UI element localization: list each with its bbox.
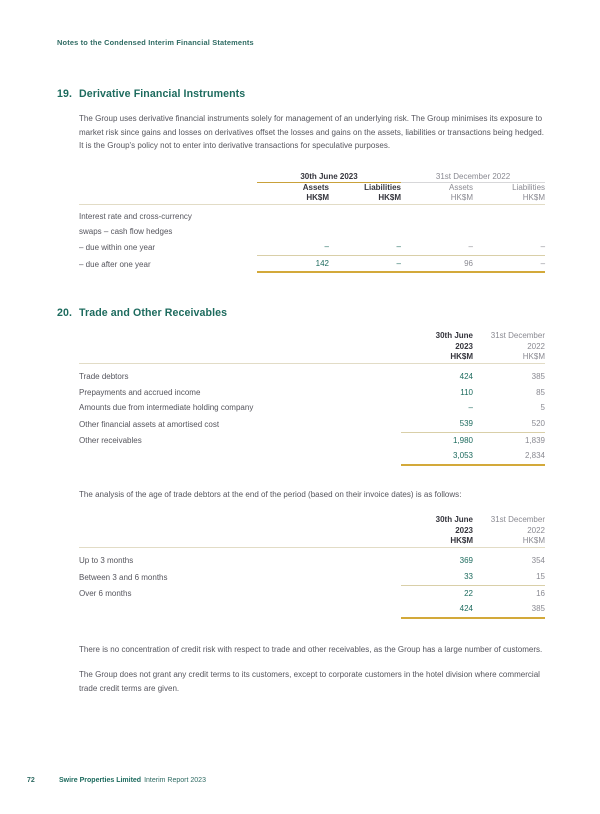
col-header-line2: HK$M xyxy=(450,193,473,203)
note-20-number: 20. xyxy=(57,307,73,320)
col-header-line2: HK$M xyxy=(306,193,329,203)
row-value: 520 xyxy=(531,419,545,429)
row-value: 5 xyxy=(540,403,545,413)
row-label: Prepayments and accrued income xyxy=(79,387,201,397)
table-row xyxy=(79,416,545,432)
note-20-intro-paragraph: The analysis of the age of trade debtors at the end of the period (based on their invoice dates) is as follows: xyxy=(79,489,462,499)
section-label-line1: Interest rate and cross-currency xyxy=(79,212,192,222)
table-row xyxy=(79,255,545,272)
running-header: Notes to the Condensed Interim Financial Statements xyxy=(57,38,254,47)
footer-company-name: Swire Properties Limited xyxy=(59,777,142,784)
note-20-table1-wrap xyxy=(79,331,545,466)
table-total-row xyxy=(79,601,545,618)
trade-debtors-ageing-table xyxy=(79,515,545,618)
row-value: – xyxy=(473,255,545,272)
table-row xyxy=(79,553,545,569)
row-label: Trade debtors xyxy=(79,372,129,382)
section-label-line2: swaps – cash flow hedges xyxy=(79,226,173,236)
col-header-line2: HK$M xyxy=(378,193,401,203)
total-value: 2,834 xyxy=(473,448,545,465)
table-row xyxy=(79,385,545,401)
note-20-heading xyxy=(57,307,545,319)
total-label xyxy=(79,448,401,465)
group-header-current: 30th June 2023 xyxy=(257,171,401,183)
col-header-liabilities-previous xyxy=(473,182,545,204)
col-header-line2: 2023 xyxy=(455,341,473,351)
row-value: 1,839 xyxy=(473,432,545,448)
col-header-line1: Liabilities xyxy=(364,182,401,192)
row-value: 96 xyxy=(401,255,473,272)
row-value: 385 xyxy=(531,372,545,382)
page-number: 72 xyxy=(27,777,35,784)
row-value: 424 xyxy=(459,372,473,382)
col-header-line1: Assets xyxy=(302,182,329,192)
row-value: 22 xyxy=(401,585,473,601)
col-header-line2: 2023 xyxy=(455,525,473,535)
col-header-line1: 31st December xyxy=(490,515,545,525)
note-19-number: 19. xyxy=(57,88,73,100)
row-value: – xyxy=(396,242,401,252)
total-label xyxy=(79,601,401,618)
row-value: 110 xyxy=(460,387,473,397)
table-column-header-row xyxy=(79,331,545,363)
row-label: Other financial assets at amortised cost xyxy=(79,419,220,429)
row-value: – xyxy=(540,242,546,252)
table-row xyxy=(79,432,545,448)
row-value: 142 xyxy=(257,255,329,272)
footer-report-title: Interim Report 2023 xyxy=(144,777,206,784)
derivative-instruments-table xyxy=(79,171,545,274)
row-value: – xyxy=(329,255,401,272)
group-header-previous: 31st December 2022 xyxy=(401,171,545,183)
total-value: 3,053 xyxy=(401,448,473,465)
note-19-paragraph: The Group uses derivative financial instruments solely for management of an underlying risk. The Group minimises its exposure to market risk since gains and losses on derivatives offset the losses and gains on the assets, liabilities or transactions being hedged. It is the Group's policy not to enter into derivative transactions for speculative purposes. xyxy=(79,114,545,151)
col-header-assets-current xyxy=(257,182,329,204)
row-label: Up to 3 months xyxy=(79,556,134,566)
note-20-closing-paragraph-2: The Group does not grant any credit terms to its customers, except to corporate customers in the hotel division where commercial trade credit terms are given. xyxy=(79,670,540,693)
row-value: 16 xyxy=(473,585,545,601)
col-header-line2: HK$M xyxy=(522,193,546,203)
col-header-line1: 30th June xyxy=(435,331,473,341)
table-row xyxy=(79,569,545,585)
col-header-previous-period xyxy=(473,331,545,363)
row-value: 33 xyxy=(464,572,473,582)
total-value: 385 xyxy=(473,601,545,618)
trade-other-receivables-table xyxy=(79,331,545,466)
table-group-header-row xyxy=(79,171,545,183)
row-value: – xyxy=(468,403,473,413)
col-header-previous-period xyxy=(473,515,545,547)
table-column-header-row xyxy=(79,515,545,547)
total-value: 424 xyxy=(401,601,473,618)
col-header-line1: 31st December xyxy=(490,331,545,341)
row-label: Other receivables xyxy=(79,435,142,445)
table-row xyxy=(79,585,545,601)
page-footer xyxy=(27,777,206,784)
note-20-closing-paragraph-1: There is no concentration of credit risk with respect to trade and other receivables, as the Group has a large number of customers. xyxy=(79,644,543,654)
col-header-line2: 2022 xyxy=(527,341,545,351)
note-20-title: Trade and Other Receivables xyxy=(79,307,228,320)
note-19-heading xyxy=(57,88,545,100)
note-19-title: Derivative Financial Instruments xyxy=(79,88,246,100)
row-value: 85 xyxy=(536,387,545,397)
col-header-line3: HK$M xyxy=(522,352,545,362)
table-column-header-row xyxy=(79,182,545,204)
table-total-row xyxy=(79,448,545,465)
col-header-current-period xyxy=(401,515,473,547)
row-value: 15 xyxy=(536,572,545,582)
col-header-assets-previous xyxy=(401,182,473,204)
col-header-line1: Liabilities xyxy=(512,182,546,192)
row-label: – due within one year xyxy=(79,242,156,252)
col-header-line3: HK$M xyxy=(450,352,473,362)
col-header-line1: Assets xyxy=(448,182,473,192)
row-label: Between 3 and 6 months xyxy=(79,572,168,582)
table-section-label-row-2 xyxy=(79,225,545,239)
row-value: 369 xyxy=(459,556,473,566)
row-value: 539 xyxy=(459,419,473,429)
col-header-line1: 30th June xyxy=(435,515,473,525)
table-section-label-row xyxy=(79,210,545,224)
page-content xyxy=(57,88,545,696)
col-header-line3: HK$M xyxy=(450,536,473,546)
row-label: Over 6 months xyxy=(79,588,132,598)
col-header-line3: HK$M xyxy=(522,536,545,546)
col-header-line2: 2022 xyxy=(527,525,545,535)
row-value: – xyxy=(468,242,473,252)
row-value: – xyxy=(324,242,329,252)
row-label: Amounts due from intermediate holding company xyxy=(79,403,254,413)
col-header-current-period xyxy=(401,331,473,363)
table-row xyxy=(79,239,545,255)
row-value: 354 xyxy=(531,556,545,566)
row-value: 1,980 xyxy=(401,432,473,448)
note-20-table2-wrap xyxy=(79,515,545,618)
col-header-liabilities-current xyxy=(329,182,401,204)
note-19-table-wrap xyxy=(79,171,545,274)
table-row xyxy=(79,400,545,416)
table-row xyxy=(79,369,545,385)
row-label: – due after one year xyxy=(79,259,151,269)
